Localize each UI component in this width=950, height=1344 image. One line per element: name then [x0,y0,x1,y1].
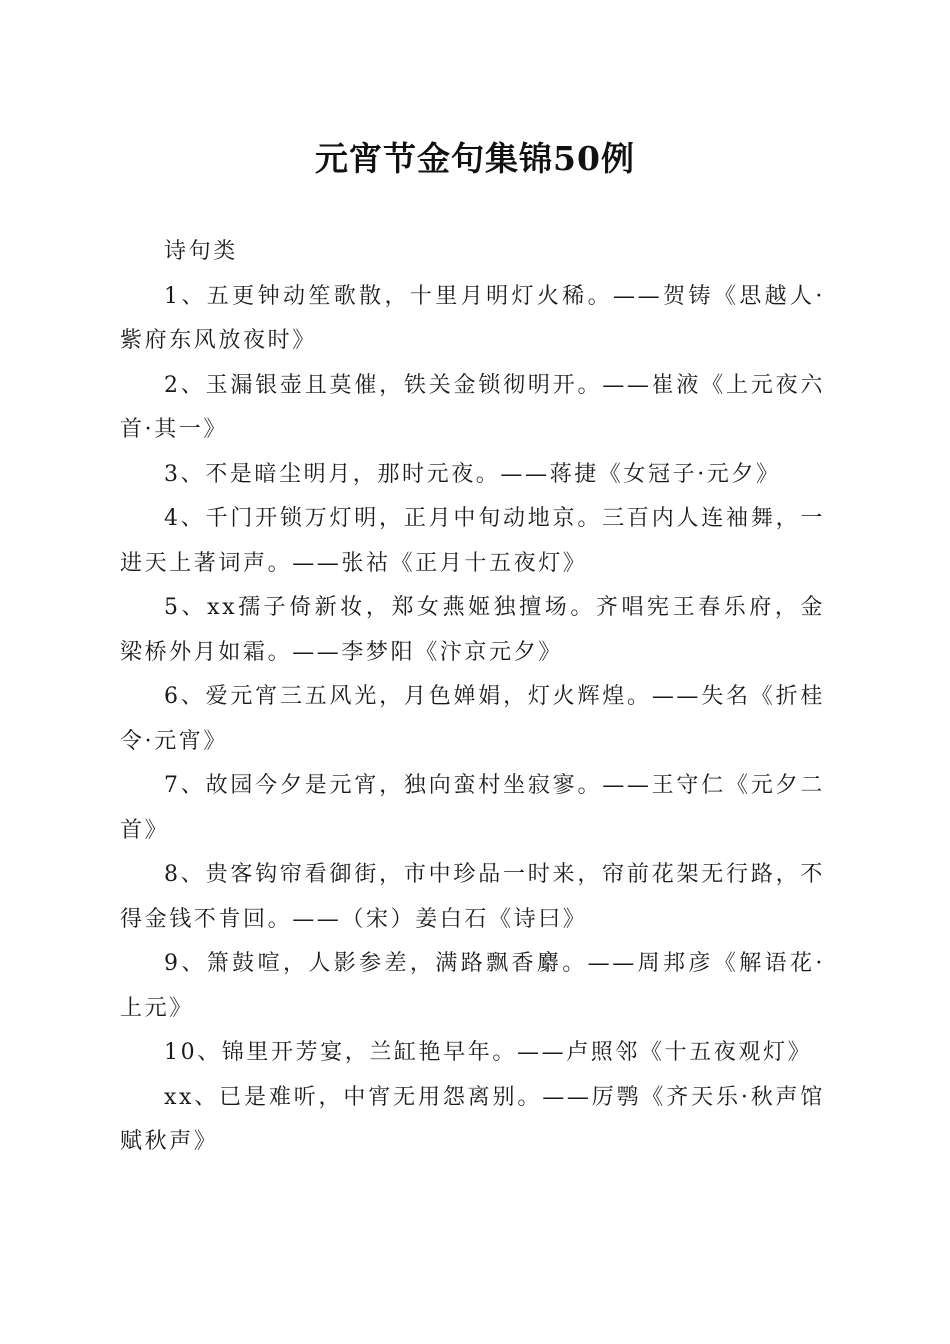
list-item: 5、xx孺子倚新妆，郑女燕姬独擅场。齐唱宪王春乐府，金梁桥外月如霜。——李梦阳《汴京元夕》 [120,595,825,665]
section-heading: 诗句类 [164,239,238,264]
document-title: 元宵节金句集锦50例 [315,139,635,178]
document-body [120,230,825,1165]
list-item: xx、已是难听，中宵无用怨离别。——厉鹗《齐天乐·秋声馆赋秋声》 [120,1084,825,1154]
list-item: 1、五更钟动笙歌散，十里月明灯火稀。——贺铸《思越人·紫府东风放夜时》 [120,283,825,353]
list-item: 6、爱元宵三五风光，月色婵娟，灯火辉煌。——失名《折桂令·元宵》 [120,684,825,754]
list-item: 7、故园今夕是元宵，独向蛮村坐寂寥。——王守仁《元夕二首》 [120,773,825,843]
list-item: 4、千门开锁万灯明，正月中旬动地京。三百内人连袖舞，一进天上著词声。——张祜《正月十五夜灯》 [120,506,825,576]
list-item: 9、箫鼓喧，人影参差，满路飘香麝。——周邦彦《解语花·上元》 [120,951,825,1021]
list-item: 10、锦里开芳宴，兰缸艳早年。——卢照邻《十五夜观灯》 [164,1040,813,1065]
list-item: 2、玉漏银壶且莫催，铁关金锁彻明开。——崔液《上元夜六首·其一》 [120,372,825,442]
list-item: 8、贵客钩帘看御街，市中珍品一时来，帘前花架无行路，不得金钱不肯回。——（宋）姜白石《诗曰》 [120,862,825,932]
list-item: 3、不是暗尘明月，那时元夜。——蒋捷《女冠子·元夕》 [164,461,781,487]
